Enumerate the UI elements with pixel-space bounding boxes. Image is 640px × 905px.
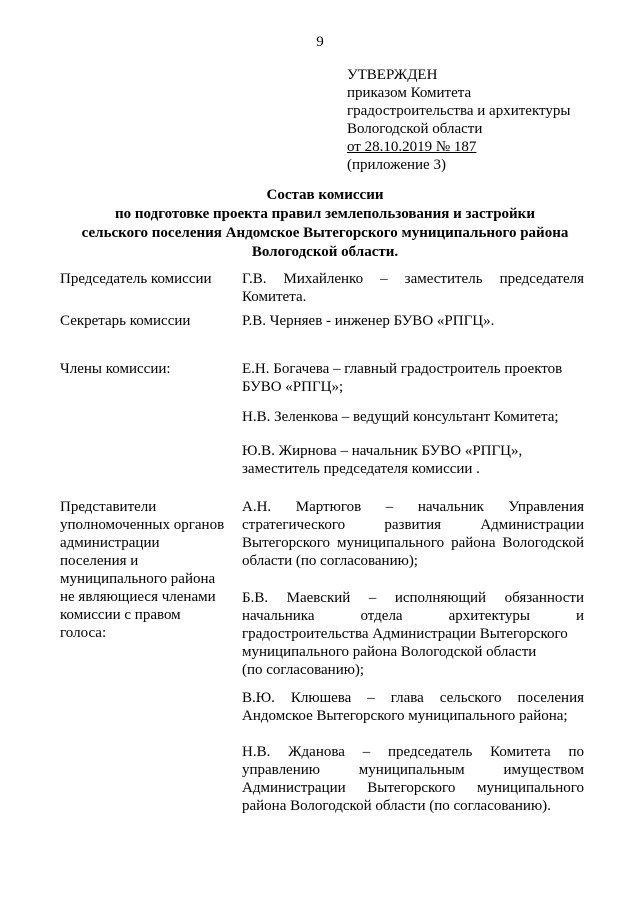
approval-block <box>347 66 570 174</box>
member-1 <box>242 360 584 396</box>
member-2 <box>242 408 584 426</box>
rep-1-line-4: области (по согласованию); <box>242 553 418 569</box>
secretary-line: Р.В. Черняев - инженер БУВО «РПГЦ». <box>242 313 495 329</box>
rep-2-line-3: градостроительства Администрации Вытегорского <box>242 626 568 642</box>
representatives-label-line: поселения и <box>60 553 139 569</box>
approval-line-4: Вологодской области <box>347 121 483 137</box>
rep-2-line-2: начальника отдела архитектуры и <box>242 608 584 624</box>
representatives-label <box>60 498 235 642</box>
representatives-label-line: комиссии с правом <box>60 607 181 623</box>
member-3-line-2: заместитель председателя комиссии . <box>242 461 480 477</box>
approval-line-6: (приложение 3) <box>347 157 446 173</box>
approval-line-3: градостроительства и архитектуры <box>347 103 571 119</box>
representative-3 <box>242 689 584 725</box>
rep-3-line-2: Андомское Вытегорского муниципального района; <box>242 708 568 724</box>
rep-2-line-1: Б.В. Маевский – исполняющий обязанности <box>242 590 584 606</box>
page-number: 9 <box>316 34 324 50</box>
member-3-line-1: Ю.В. Жирнова – начальник БУВО «РПГЦ», <box>242 443 523 459</box>
approval-line-1: УТВЕРЖДЕН <box>347 67 438 83</box>
rep-1-line-3: Вытегорского муниципального района Вологодской <box>242 535 584 551</box>
representatives-label-line: муниципального района <box>60 571 216 587</box>
secretary-label: Секретарь комиссии <box>60 313 191 329</box>
rep-4-line-4: района Вологодской области (по согласованию). <box>242 798 551 814</box>
representative-4 <box>242 743 584 815</box>
rep-4-line-1: Н.В. Жданова – председатель Комитета по <box>242 744 584 760</box>
members-label: Члены комиссии: <box>60 361 171 377</box>
representative-2 <box>242 589 584 679</box>
chair-line-1: Г.В. Михайленко – заместитель председателя <box>242 271 584 287</box>
representatives-label-line: Представители <box>60 499 157 515</box>
rep-3-line-1: В.Ю. Клюшева – глава сельского поселения <box>242 690 584 706</box>
title-line-1: Состав комиссии <box>266 187 384 203</box>
representative-1 <box>242 498 584 570</box>
rep-2-line-5: (по согласованию); <box>242 662 365 678</box>
member-1-line-1: Е.Н. Богачева – главный градостроитель проектов <box>242 361 563 377</box>
representatives-label-line: уполномоченных органов <box>60 517 225 533</box>
document-title <box>40 186 610 262</box>
representatives-label-line: администрации <box>60 535 160 551</box>
secretary-text <box>242 312 584 330</box>
chair-label: Председатель комиссии <box>60 271 212 287</box>
representatives-label-line: не являющиеся членами <box>60 589 216 605</box>
rep-1-line-2: стратегического развития Администрации <box>242 517 584 533</box>
member-2-line-1: Н.В. Зеленкова – ведущий консультант Комитета; <box>242 409 559 425</box>
title-line-4: Вологодской области. <box>251 244 399 260</box>
rep-4-line-2: управлению муниципальным имуществом <box>242 762 584 778</box>
approval-order-date: от 28.10.2019 № 187 <box>347 139 477 155</box>
member-1-line-2: БУВО «РПГЦ»; <box>242 379 344 395</box>
chair-line-2: Комитета. <box>242 289 307 305</box>
chair-text <box>242 270 584 306</box>
member-3 <box>242 442 584 478</box>
rep-2-line-4: муниципального района Вологодской области <box>242 644 537 660</box>
approval-line-2: приказом Комитета <box>347 85 472 101</box>
title-line-2: по подготовке проекта правил землепользования и застройки <box>115 206 535 222</box>
rep-1-line-1: А.Н. Мартюгов – начальник Управления <box>242 499 584 515</box>
rep-4-line-3: Администрации Вытегорского муниципального <box>242 780 584 796</box>
title-line-3: сельского поселения Андомское Вытегорского муниципального района <box>81 225 569 241</box>
representatives-label-line: голоса: <box>60 625 107 641</box>
